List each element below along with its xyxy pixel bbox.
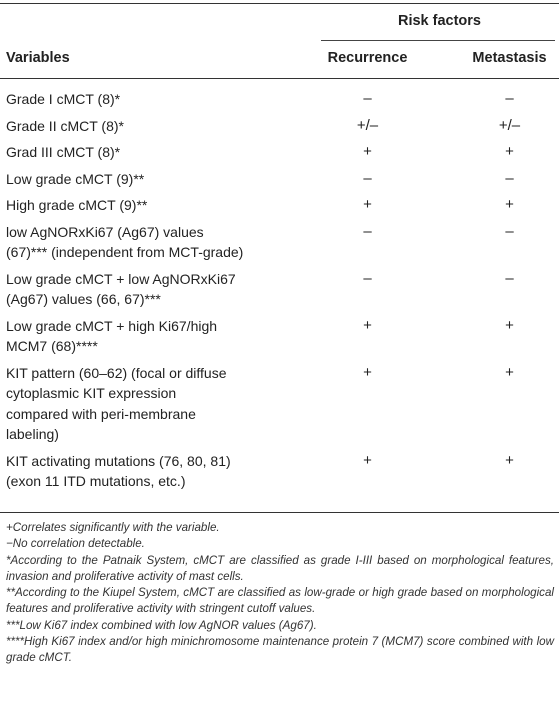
variable-cell bbox=[6, 363, 311, 445]
metastasis-cell: – bbox=[505, 169, 514, 187]
metastasis-cell: + bbox=[505, 363, 514, 381]
variable-cell bbox=[6, 195, 311, 216]
variable-line: low AgNORxKi67 (Ag67) values bbox=[6, 223, 204, 240]
risk-factors-header: Risk factors bbox=[397, 13, 481, 29]
recurrence-cell: + bbox=[363, 451, 372, 469]
variable-cell bbox=[6, 169, 311, 190]
footnote: +Correlates significantly with the variable. bbox=[6, 521, 220, 534]
recurrence-cell: – bbox=[363, 169, 372, 187]
variable-line: High grade cMCT (9)** bbox=[6, 197, 148, 213]
variable-line: compared with peri-membrane bbox=[6, 405, 196, 422]
variable-line: (67)*** (independent from MCT-grade) bbox=[6, 244, 244, 260]
table-row bbox=[0, 116, 559, 143]
table-row bbox=[0, 142, 559, 169]
metastasis-cell: + bbox=[505, 451, 514, 469]
recurrence-cell: + bbox=[363, 363, 372, 381]
column-header-variables: Variables bbox=[6, 50, 70, 66]
variable-line: cytoplasmic KIT expression bbox=[6, 385, 177, 401]
recurrence-cell: – bbox=[363, 222, 372, 240]
metastasis-cell: +/– bbox=[498, 116, 521, 134]
metastasis-cell: + bbox=[505, 143, 514, 160]
variable-line: Grade II cMCT (8)* bbox=[6, 117, 124, 134]
recurrence-cell: – bbox=[363, 90, 372, 107]
variable-cell bbox=[6, 89, 311, 110]
table-row bbox=[0, 269, 559, 316]
variable-cell bbox=[6, 269, 311, 310]
variable-line: KIT activating mutations (76, 80, 81) bbox=[6, 452, 231, 469]
variable-line: KIT pattern (60–62) (focal or diffuse bbox=[6, 364, 227, 381]
variable-line: MCM7 (68)**** bbox=[6, 338, 98, 354]
recurrence-cell: – bbox=[363, 269, 372, 287]
table-bottom-rule bbox=[0, 512, 559, 513]
footnote: *According to the Patnaik System, cMCT are classified as grade I-III based on morphological features, invasion and proliferative activity of mast cells. bbox=[6, 553, 554, 583]
risk-factors-underline bbox=[321, 40, 555, 41]
variable-cell bbox=[6, 116, 311, 137]
table-row bbox=[0, 316, 559, 363]
footnote: ***Low Ki67 index combined with low AgNOR values (Ag67). bbox=[6, 618, 317, 632]
footnote: **According to the Kiupel System, cMCT are classified as low-grade or high grade based on morphological features and proliferative activity with stringent cutoff values. bbox=[6, 586, 554, 616]
header-rule bbox=[0, 78, 559, 79]
table-footnotes bbox=[6, 520, 554, 667]
variable-line: Grad III cMCT (8)* bbox=[6, 144, 121, 160]
metastasis-cell: + bbox=[505, 196, 514, 213]
metastasis-cell: + bbox=[505, 316, 514, 334]
footnote: −No correlation detectable. bbox=[6, 537, 145, 551]
variable-cell bbox=[6, 222, 311, 263]
variable-cell bbox=[6, 142, 311, 163]
variable-line: Grade I cMCT (8)* bbox=[6, 91, 121, 107]
recurrence-cell: +/– bbox=[356, 116, 379, 134]
table-row bbox=[0, 89, 559, 116]
table-row bbox=[0, 451, 559, 498]
variable-line: Low grade cMCT (9)** bbox=[6, 170, 145, 187]
variable-line: Low grade cMCT + high Ki67/high bbox=[6, 317, 218, 334]
variable-cell bbox=[6, 451, 311, 492]
variable-line: (Ag67) values (66, 67)*** bbox=[6, 291, 161, 307]
column-header-recurrence: Recurrence bbox=[327, 50, 408, 66]
metastasis-cell: – bbox=[505, 269, 514, 287]
variable-line: (exon 11 ITD mutations, etc.) bbox=[6, 473, 186, 489]
column-header-metastasis: Metastasis bbox=[472, 50, 547, 66]
table-row bbox=[0, 169, 559, 196]
table-body bbox=[0, 89, 559, 498]
variable-line: labeling) bbox=[6, 426, 59, 442]
table-row bbox=[0, 222, 559, 269]
variable-cell bbox=[6, 316, 311, 357]
footnote: ****High Ki67 index and/or high minichromosome maintenance protein 7 (MCM7) score combined with low grade cMCT. bbox=[6, 635, 554, 665]
recurrence-cell: + bbox=[363, 196, 372, 213]
table-top-rule bbox=[0, 3, 559, 4]
table-row bbox=[0, 195, 559, 222]
variable-line: Low grade cMCT + low AgNORxKi67 bbox=[6, 270, 236, 287]
metastasis-cell: – bbox=[505, 222, 514, 240]
recurrence-cell: + bbox=[363, 316, 372, 334]
metastasis-cell: – bbox=[505, 90, 514, 107]
table-row bbox=[0, 363, 559, 451]
recurrence-cell: + bbox=[363, 143, 372, 160]
